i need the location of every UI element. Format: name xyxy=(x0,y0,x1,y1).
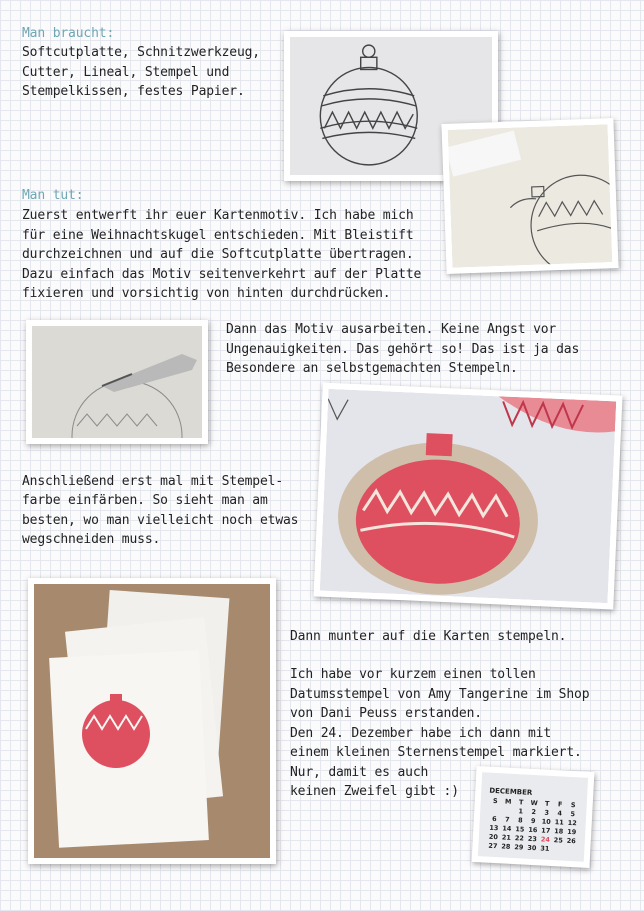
calendar-cell: 31 xyxy=(540,844,550,853)
text-line: Dazu einfach das Motiv seitenverkehrt auf der Platte xyxy=(22,267,422,282)
text-line: keinen Zweifel gibt :) xyxy=(290,784,459,799)
calendar-cell: 1 xyxy=(518,807,524,816)
text-line: Dann das Motiv ausarbeiten. Keine Angst vor xyxy=(226,322,557,337)
calendar-cell: 3 xyxy=(544,808,550,817)
calendar-cell xyxy=(564,846,577,856)
text-line: Softcutplatte, Schnitzwerkzeug, xyxy=(22,45,260,60)
calendar-cell: 18 xyxy=(554,827,564,836)
calendar-cell: 23 xyxy=(527,834,538,844)
calendar-cell: 2 xyxy=(531,807,537,817)
calendar-cell: 22 xyxy=(514,834,525,843)
text-line: Ich habe vor kurzem einen tollen xyxy=(290,667,536,682)
text-line: von Dani Peuss erstanden. xyxy=(290,706,482,721)
calendar-cell: 4 xyxy=(557,809,563,818)
calendar-cell: T xyxy=(544,799,550,808)
calendar-cell: 7 xyxy=(504,815,510,824)
text-line: Besondere an selbstgemachten Stempeln. xyxy=(226,361,518,376)
calendar-cell: 17 xyxy=(541,826,551,835)
calendar-cell: 9 xyxy=(530,816,536,826)
calendar-cell: 29 xyxy=(514,843,524,852)
calendar-cell: 15 xyxy=(515,825,525,834)
text-line: wegschneiden muss. xyxy=(22,532,161,547)
section-heading-steps: Man tut: xyxy=(22,188,84,203)
calendar-cell: S xyxy=(570,800,576,810)
text-line: Ungenauigkeiten. Das gehört so! Das ist ja das xyxy=(226,342,580,357)
calendar-cell: 25 xyxy=(553,836,564,845)
text-line: Anschließend erst mal mit Stempel- xyxy=(22,474,284,489)
text-line: Datumsstempel von Amy Tangerine im Shop xyxy=(290,687,590,702)
photo-inked-stamp xyxy=(313,383,622,610)
text-line: einem kleinen Sternenstempel markiert. xyxy=(290,745,582,760)
text-line: fixieren und vorsichtig von hinten durchdrücken. xyxy=(22,286,391,301)
calendar-cell: 28 xyxy=(501,842,511,851)
calendar-cell: 6 xyxy=(491,814,497,824)
text-line: Dann munter auf die Karten stempeln. xyxy=(290,629,567,644)
calendar-cell: 30 xyxy=(527,843,537,853)
calendar-cell: 20 xyxy=(488,832,499,842)
calendar-cell: 13 xyxy=(489,823,499,833)
calendar-cell: F xyxy=(557,800,563,809)
calendar-cell: 5 xyxy=(570,809,576,819)
calendar-cell: W xyxy=(530,798,539,808)
photo-plate-transfer xyxy=(441,118,618,274)
calendar-cell: 27 xyxy=(488,841,498,851)
calendar-cell: 24 xyxy=(540,835,551,844)
text-line: Nur, damit es auch xyxy=(290,765,429,780)
calendar-cell: 21 xyxy=(501,833,512,842)
calendar-cell: 8 xyxy=(517,816,523,825)
text-line: Cutter, Lineal, Stempel und xyxy=(22,65,230,80)
text-line: Stempelkissen, festes Papier. xyxy=(22,84,245,99)
calendar-cell: 14 xyxy=(502,824,512,833)
photo-stamped-cards xyxy=(28,578,276,864)
calendar-month: DECEMBER xyxy=(489,786,533,797)
text-line: besten, wo man vielleicht noch etwas xyxy=(22,513,299,528)
calendar-cell: 10 xyxy=(541,817,551,826)
text-line: Den 24. Dezember habe ich dann mit xyxy=(290,726,552,741)
calendar-cell: S xyxy=(492,796,498,806)
calendar-cell xyxy=(551,845,564,855)
calendar-cell: 12 xyxy=(567,818,577,828)
calendar-cell: M xyxy=(504,797,512,806)
calendar-cell: 16 xyxy=(528,825,538,835)
section-heading-needed: Man braucht: xyxy=(22,26,115,41)
photo-calendar-stamp xyxy=(472,766,595,868)
calendar-cell: T xyxy=(518,798,524,807)
calendar-cell: 11 xyxy=(554,818,564,827)
text-line: farbe einfärben. So sieht man am xyxy=(22,493,268,508)
photo-carving-tool xyxy=(26,320,208,444)
text-line: durchzeichnen und auf die Softcutplatte übertragen. xyxy=(22,247,414,262)
text-line: Zuerst entwerft ihr euer Kartenmotiv. Ich habe mich xyxy=(22,208,414,223)
calendar-cell: 19 xyxy=(567,827,577,837)
text-line: für eine Weihnachtskugel entschieden. Mit Bleistift xyxy=(22,228,414,243)
calendar-grid xyxy=(486,797,580,856)
calendar-cell: 26 xyxy=(566,836,577,846)
